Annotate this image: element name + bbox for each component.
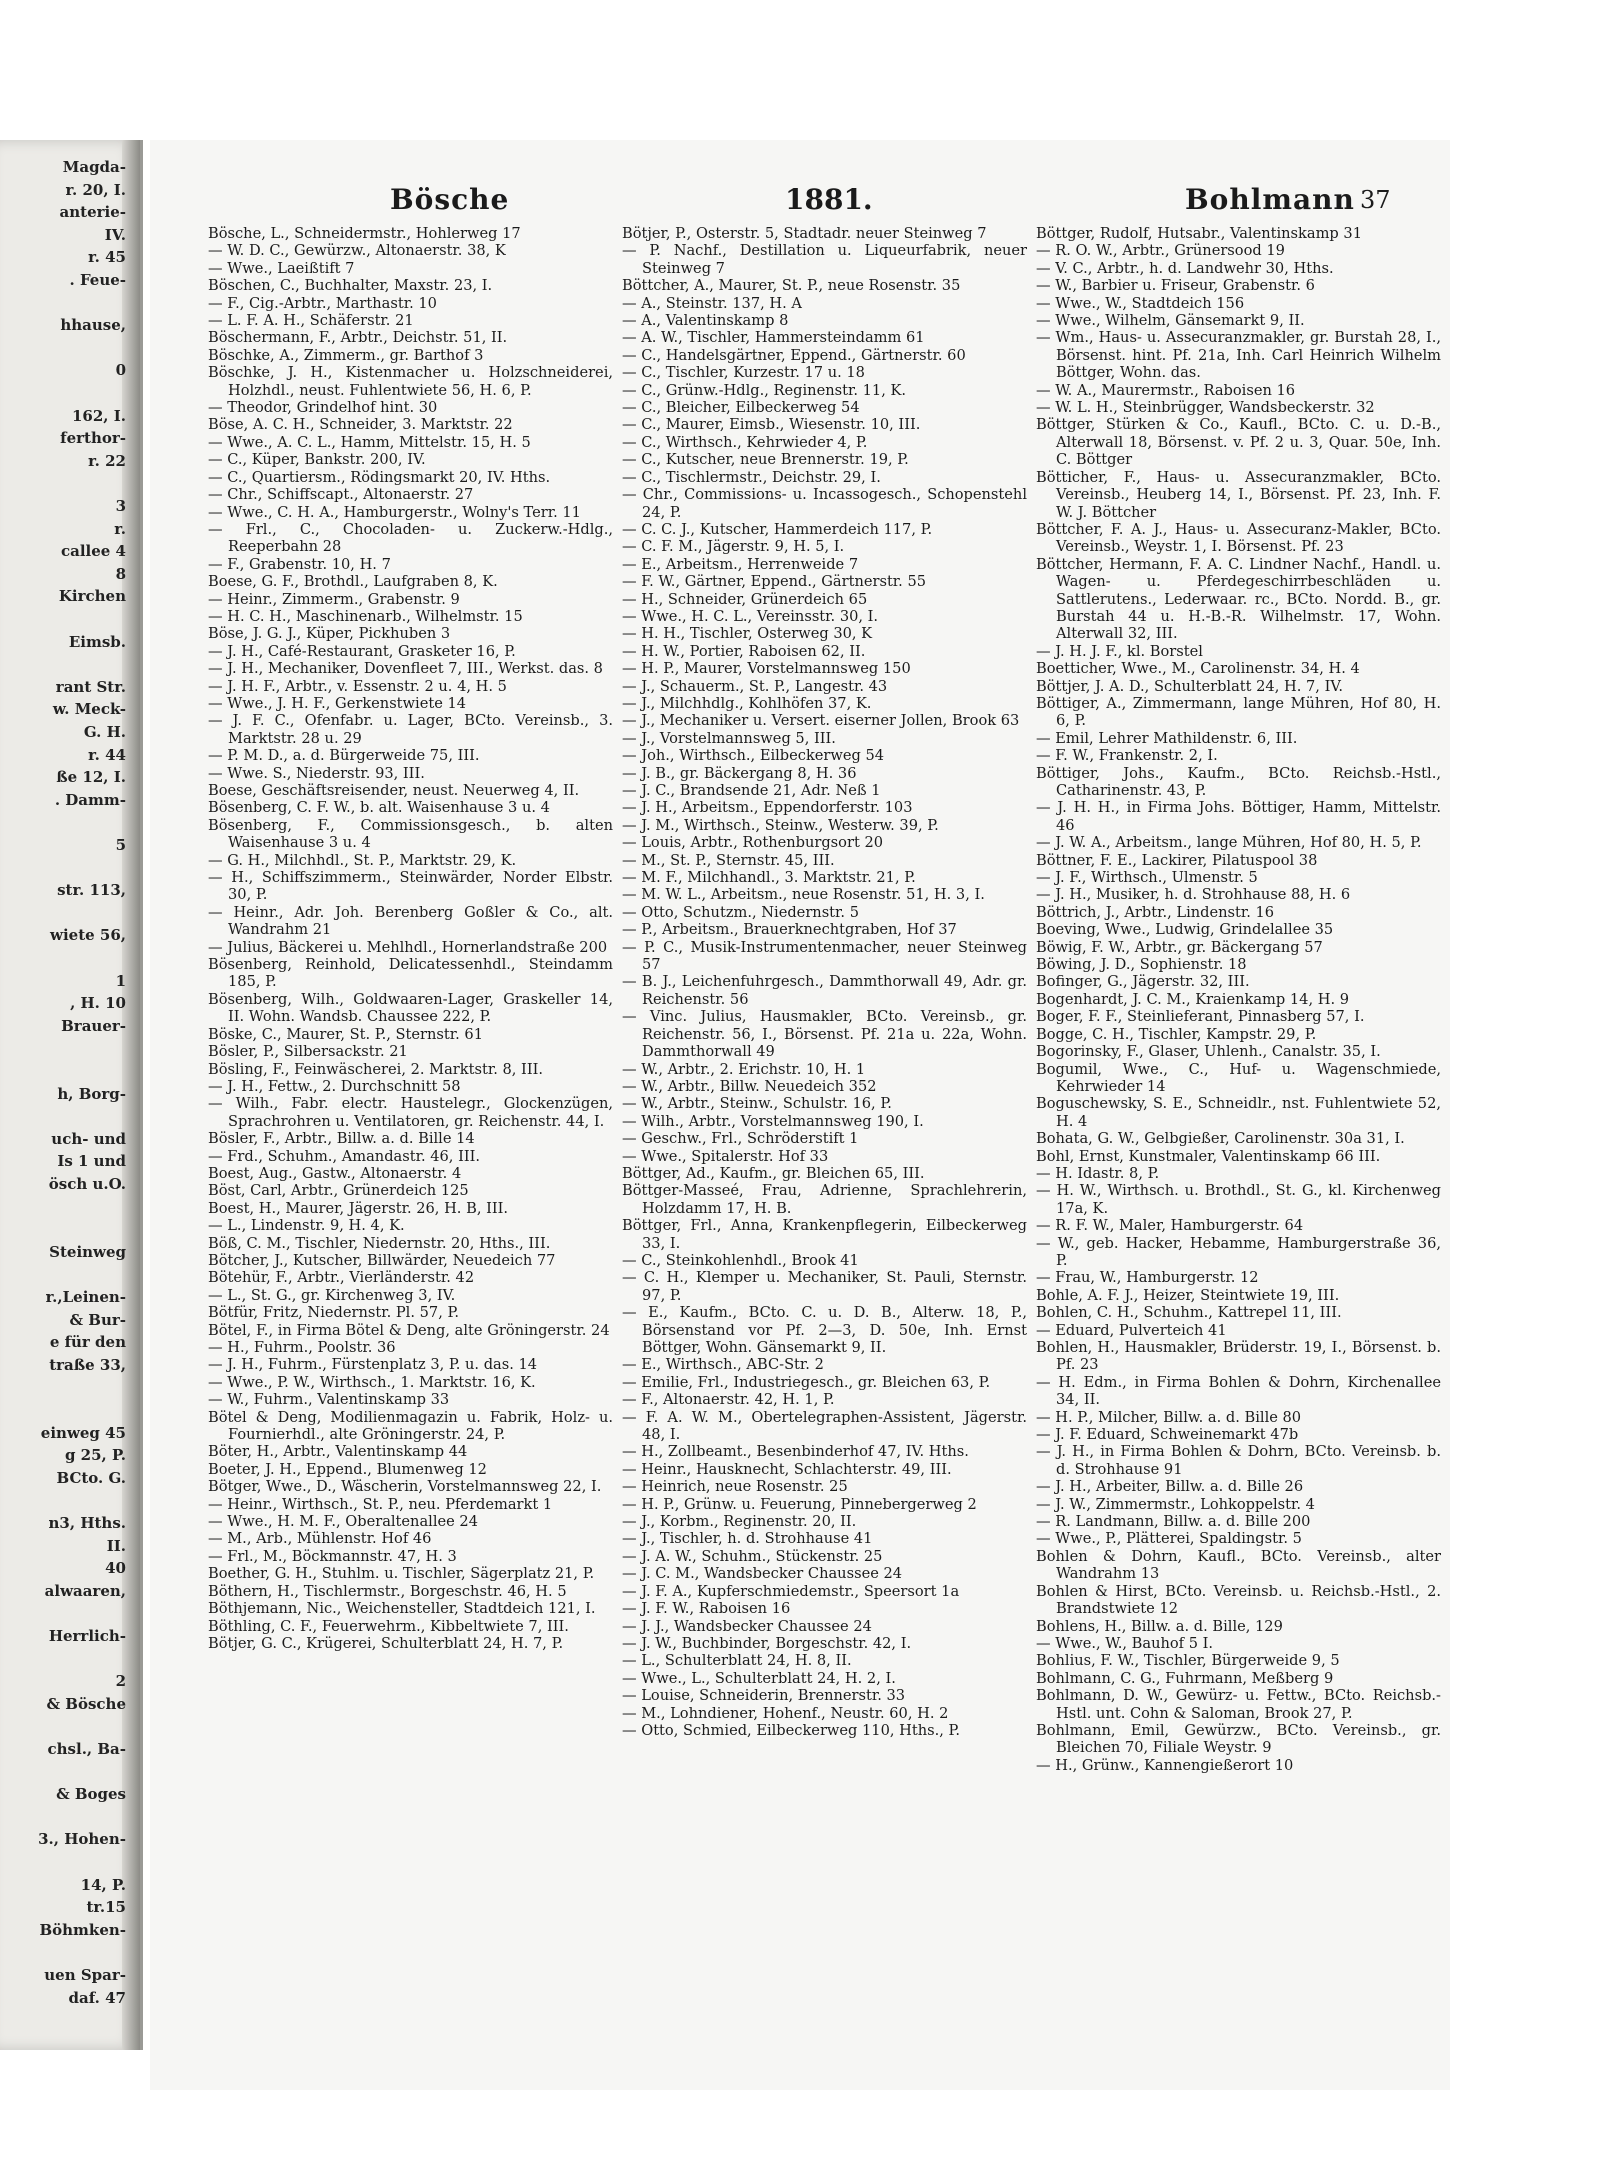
directory-entry: — Heinr., Adr. Joh. Berenberg Goßler & Co., alt. Wandrahm 21 (208, 903, 613, 939)
directory-entry: Bohlmann, Emil, Gewürzw., BCto. Vereinsb., gr. Bleichen 70, Filiale Weystr. 9 (1036, 1721, 1441, 1757)
directory-entry: — M. W. L., Arbeitsm., neue Rosenstr. 51, H. 3, I. (622, 886, 985, 904)
directory-entry: — C., Tischler, Kurzestr. 17 u. 18 (622, 364, 865, 382)
directory-entry: — H., Schneider, Grünerdeich 65 (622, 590, 868, 608)
directory-entry: — J., Schauerm., St. P., Langestr. 43 (622, 677, 888, 695)
directory-entry: — H., Grünw., Kannengießerort 10 (1036, 1756, 1294, 1774)
directory-entry: — C. F. M., Jägerstr. 9, H. 5, I. (622, 538, 845, 556)
directory-entry: — Louise, Schneiderin, Brennerstr. 33 (622, 1687, 906, 1705)
directory-entry: — C., Wirthsch., Kehrwieder 4, P. (622, 433, 868, 451)
header-year: 1881. (785, 183, 873, 216)
directory-entry: — Wwe., Wilhelm, Gänsemarkt 9, II. (1036, 312, 1305, 330)
directory-entry: — Geschw., Frl., Schröderstift 1 (622, 1130, 859, 1148)
directory-entry: Bohlen & Dohrn, Kaufl., BCto. Vereinsb., alter Wandrahm 13 (1036, 1547, 1441, 1583)
directory-entry: — Chr., Schiffscapt., Altonaerstr. 27 (208, 486, 474, 504)
directory-entry: — A., Steinstr. 137, H. A (622, 294, 802, 312)
directory-entry: — H. H., Tischler, Osterweg 30, K (622, 625, 873, 643)
directory-entry: — J., Tischler, h. d. Strohhause 41 (622, 1530, 873, 1548)
directory-entry: — Frl., M., Böckmannstr. 47, H. 3 (208, 1547, 457, 1565)
directory-entry: Bösler, P., Silbersackstr. 21 (208, 1043, 408, 1061)
directory-entry: Böwing, J. D., Sophienstr. 18 (1036, 956, 1247, 974)
directory-entry: Bohlen & Hirst, BCto. Vereinsb. u. Reichsb.-Hstl., 2. Brandstwiete 12 (1036, 1582, 1441, 1618)
directory-entry: — J. A. W., Schuhm., Stückenstr. 25 (622, 1547, 883, 1565)
directory-entry: Böske, C., Maurer, St. P., Sternstr. 61 (208, 1025, 483, 1043)
directory-entry: Bohata, G. W., Gelbgießer, Carolinenstr. 30a 31, I. (1036, 1130, 1405, 1148)
header-left-keyword: Bösche (390, 183, 510, 216)
directory-entry: Bohlens, H., Billw. a. d. Bille, 129 (1036, 1617, 1283, 1635)
directory-entry: — J. C. M., Wandsbecker Chaussee 24 (622, 1565, 903, 1583)
directory-entry: — J., Milchhdlg., Kohlhöfen 37, K. (622, 694, 872, 712)
directory-entry: — H., Fuhrm., Poolstr. 36 (208, 1339, 396, 1356)
directory-entry: Böse, J. G. J., Küper, Pickhuben 3 (208, 625, 451, 643)
previous-page-fragment: einweg 45 (40, 1423, 126, 1442)
directory-entry: — Heinrich, neue Rosenstr. 25 (622, 1478, 848, 1496)
directory-entry: Böwig, F. W., Arbtr., gr. Bäckergang 57 (1036, 938, 1323, 956)
directory-entry: Böthling, C. F., Feuerwehrm., Kibbeltwiete 7, III. (208, 1617, 569, 1635)
directory-entry: Böttcher, F. A. J., Haus- u. Assecuranz-Makler, BCto. Vereinsb., Weystr. 1, I. Börsenst. Pf. 23 (1036, 520, 1441, 556)
previous-page-fragment: Böhmken- (39, 1920, 126, 1939)
directory-entry: — E., Wirthsch., ABC-Str. 2 (622, 1356, 824, 1374)
directory-entry: — Wwe., P., Plätterei, Spaldingstr. 5 (1036, 1530, 1302, 1548)
directory-entry: Bohlmann, C. G., Fuhrmann, Meßberg 9 (1036, 1669, 1334, 1687)
directory-entry: — H. P., Maurer, Vorstelmannsweg 150 (622, 660, 911, 678)
directory-entry: Bösche, L., Schneidermstr., Hohlerweg 17 (208, 225, 521, 242)
directory-entry: Böttjer, J. A. D., Schulterblatt 24, H. 7, IV. (1036, 677, 1343, 695)
directory-entry: — P. Nachf., Destillation u. Liqueurfabrik, neuer Steinweg 7 (622, 242, 1027, 277)
directory-entry: Böttner, F. E., Lackirer, Pilatuspool 38 (1036, 851, 1318, 869)
directory-entry: Böschen, C., Buchhalter, Maxstr. 23, I. (208, 277, 493, 295)
directory-entry: Boetticher, Wwe., M., Carolinenstr. 34, H. 4 (1036, 660, 1360, 678)
previous-page-fragment: e für den (49, 1333, 126, 1352)
previous-page-fragment: r. 44 (88, 745, 126, 764)
directory-entry: — L., Lindenstr. 9, H. 4, K. (208, 1217, 405, 1235)
directory-entry: Bohle, A. F. J., Heizer, Steintwiete 19, III. (1036, 1286, 1340, 1304)
previous-page-fragment: r. 22 (88, 451, 126, 470)
directory-entry: — W. D. C., Gewürzw., Altonaerstr. 38, K (208, 242, 506, 260)
directory-entry: Böse, A. C. H., Schneider, 3. Marktstr. 22 (208, 416, 513, 434)
directory-entry: — Frl., C., Chocoladen- u. Zuckerw.-Hdlg., Reeperbahn 28 (208, 520, 613, 556)
directory-entry: — C., Maurer, Eimsb., Wiesenstr. 10, III. (622, 416, 921, 434)
directory-entry: — H. C. H., Maschinenarb., Wilhelmstr. 15 (208, 607, 523, 625)
page-header (170, 180, 1440, 222)
directory-entry: — H. Idastr. 8, P. (1036, 1164, 1160, 1182)
directory-entry: Bösling, F., Feinwäscherei, 2. Marktstr. 8, III. (208, 1060, 543, 1078)
previous-page-fragment: & Bur- (69, 1310, 126, 1329)
directory-entry: — J. W., Zimmermstr., Lohkoppelstr. 4 (1036, 1495, 1315, 1513)
previous-page-fragment: h, Borg- (57, 1084, 126, 1103)
previous-page-fragment: alwaaren, (44, 1581, 126, 1600)
directory-entry: Böthjemann, Nic., Weichensteller, Stadtdeich 121, I. (208, 1600, 596, 1618)
directory-entry: — J. W., Buchbinder, Borgeschstr. 42, I. (622, 1634, 912, 1652)
directory-entry: — J. H. J. F., kl. Borstel (1036, 642, 1203, 660)
directory-entry: — F., Altonaerstr. 42, H. 1, P. (622, 1391, 835, 1409)
directory-entry: Bohlmann, D. W., Gewürz- u. Fettw., BCto. Reichsb.-Hstl. unt. Cohn & Saloman, Brook 27, P. (1036, 1687, 1441, 1722)
directory-entry: — Wwe., H. C. L., Vereinsstr. 30, I. (622, 607, 879, 625)
previous-page-fragment: Steinweg (49, 1242, 126, 1261)
directory-entry: — J. H., Musiker, h. d. Strohhause 88, H. 6 (1036, 886, 1351, 904)
directory-entry: — J. H., Arbeiter, Billw. a. d. Bille 26 (1036, 1478, 1304, 1496)
directory-entry: — C. C. J., Kutscher, Hammerdeich 117, P. (622, 520, 933, 538)
directory-entry: — J. M., Wirthsch., Steinw., Westerw. 39, P. (622, 816, 939, 834)
previous-page-fragment: r.,Leinen- (45, 1288, 126, 1306)
directory-entry: — Emilie, Frl., Industriegesch., gr. Bleichen 63, P. (622, 1373, 991, 1391)
directory-entry: Boest, Aug., Gastw., Altonaerstr. 4 (208, 1164, 462, 1182)
directory-entry: Böschermann, F., Arbtr., Deichstr. 51, II. (208, 329, 508, 347)
directory-entry: — E., Arbeitsm., Herrenweide 7 (622, 555, 859, 573)
previous-page-fragment: traße 33, (49, 1355, 126, 1374)
directory-entry: — J. F. Eduard, Schweinemarkt 47b (1036, 1426, 1299, 1444)
directory-entry: Bogenhardt, J. C. M., Kraienkamp 14, H. 9 (1036, 990, 1350, 1008)
directory-entry: Boether, G. H., Stuhlm. u. Tischler, Sägerplatz 21, P. (208, 1565, 595, 1583)
directory-entry: — Wwe., W., Stadtdeich 156 (1036, 294, 1245, 312)
directory-entry: — Julius, Bäckerei u. Mehlhdl., Hornerlandstraße 200 (208, 938, 608, 956)
directory-entry: — J. H., Fettw., 2. Durchschnitt 58 (208, 1077, 461, 1095)
directory-entry: — J. H., Arbeitsm., Eppendorferstr. 103 (622, 799, 913, 817)
directory-entry: — J. W. A., Arbeitsm., lange Mühren, Hof 80, H. 5, P. (1036, 834, 1422, 852)
directory-entry: Böttger, Frl., Anna, Krankenpflegerin, Eilbeckerweg 33, I. (622, 1217, 1027, 1252)
directory-entry: Boest, H., Maurer, Jägerstr. 26, H. B, III. (208, 1199, 509, 1217)
directory-entry: Böschke, A., Zimmerm., gr. Barthof 3 (208, 346, 484, 364)
directory-entry: — M., Arb., Mühlenstr. Hof 46 (208, 1530, 432, 1548)
directory-column-3 (1036, 225, 1441, 1774)
directory-entry: Böttger, Ad., Kaufm., gr. Bleichen 65, III. (622, 1164, 925, 1182)
directory-entry: — J. F. C., Ofenfabr. u. Lager, BCto. Vereinsb., 3. Marktstr. 28 u. 29 (208, 712, 613, 747)
directory-entry: — J. C., Brandsende 21, Adr. Neß 1 (622, 782, 881, 799)
directory-entry: — W. L. H., Steinbrügger, Wandsbeckerstr. 32 (1036, 399, 1375, 417)
directory-entry: — H. Edm., in Firma Bohlen & Dohrn, Kirchenallee 34, II. (1036, 1373, 1441, 1409)
directory-entry: — Vinc. Julius, Hausmakler, BCto. Vereinsb., gr. Reichenstr. 56, I., Börsenst. Pf. 21a u. 22a, Wohn. Dammthorwall 49 (622, 1008, 1027, 1061)
directory-entry: — M. F., Milchhandl., 3. Marktstr. 21, P. (622, 869, 916, 887)
directory-entry: — W., geb. Hacker, Hebamme, Hamburgerstraße 36, P. (1036, 1234, 1441, 1269)
directory-entry: Böttger, Rudolf, Hutsabr., Valentinskamp 31 (1036, 225, 1362, 242)
directory-entry: — C., Bleicher, Eilbeckerweg 54 (622, 399, 860, 417)
directory-entry: Böttger, Stürken & Co., Kaufl., BCto. C. u. D.-B., Alterwall 18, Börsenst. v. Pf. 2 u. 3, Quar. 50e, Inh. C. Böttger (1036, 416, 1441, 469)
directory-entry: Bötfür, Fritz, Niedernstr. Pl. 57, P. (208, 1304, 459, 1322)
directory-entry: — A., Valentinskamp 8 (622, 312, 789, 330)
directory-entry: Böttger-Masseé, Frau, Adrienne, Sprachlehrerin, Holzdamm 17, H. B. (622, 1182, 1027, 1217)
directory-entry: — Wwe., W., Bauhof 5 I. (1036, 1634, 1214, 1652)
directory-entry: — Wwe., L., Schulterblatt 24, H. 2, I. (622, 1669, 896, 1687)
directory-entry: — Wilh., Arbtr., Vorstelmannsweg 190, I. (622, 1112, 924, 1130)
previous-page-fragment: IV. (104, 225, 126, 244)
directory-entry: — F. W., Frankenstr. 2, I. (1036, 747, 1218, 765)
directory-entry: — P. M. D., a. d. Bürgerweide 75, III. (208, 747, 480, 765)
directory-entry: — J. H., in Firma Bohlen & Dohrn, BCto. Vereinsb. b. d. Strohhause 91 (1036, 1443, 1441, 1478)
directory-entry: — Heinr., Zimmerm., Grabenstr. 9 (208, 590, 460, 608)
previous-page-fragment: uch- und (51, 1129, 126, 1148)
directory-entry: — R. O. W., Arbtr., Grünersood 19 (1036, 242, 1285, 260)
directory-entry: — Wwe., C. H. A., Hamburgerstr., Wolny's Terr. 11 (208, 503, 581, 521)
directory-entry: — B. J., Leichenfuhrgesch., Dammthorwall 49, Adr. gr. Reichenstr. 56 (622, 973, 1027, 1008)
directory-entry: — J. J., Wandsbecker Chaussee 24 (622, 1617, 872, 1635)
previous-page-fragment: 3 (115, 497, 126, 515)
previous-page-fragment: Eimsb. (68, 632, 126, 651)
directory-entry: — R. Landmann, Billw. a. d. Bille 200 (1036, 1513, 1311, 1531)
directory-entry: — W., Arbtr., 2. Erichstr. 10, H. 1 (622, 1060, 866, 1078)
directory-entry: — H. P., Grünw. u. Feuerung, Pinnebergerweg 2 (622, 1495, 977, 1513)
directory-entry: — Wilh., Fabr. electr. Haustelegr., Glockenzügen, Sprachrohren u. Ventilatoren, gr. Reichenstr. 44, I. (208, 1095, 613, 1130)
header-right-keyword: Bohlmann (1185, 183, 1355, 216)
directory-entry: — J., Vorstelmannsweg 5, III. (622, 729, 836, 747)
directory-entry: — C., Kutscher, neue Brennerstr. 19, P. (622, 451, 909, 469)
directory-entry: — J. H., Fuhrm., Fürstenplatz 3, P. u. das. 14 (208, 1356, 538, 1374)
directory-entry: Bösenberg, F., Commissionsgesch., b. alten Waisenhause 3 u. 4 (208, 816, 613, 852)
directory-entry: Boguschewsky, S. E., Schneidlr., nst. Fuhlentwiete 52, H. 4 (1036, 1095, 1441, 1130)
previous-page-fragment: Magda- (62, 158, 126, 176)
directory-entry: Bohlius, F. W., Tischler, Bürgerweide 9, 5 (1036, 1652, 1340, 1670)
directory-entry: — J. H. H., in Firma Johs. Böttiger, Hamm, Mittelstr. 46 (1036, 799, 1441, 834)
previous-page-fragment: II. (106, 1536, 126, 1555)
directory-entry: — F. W., Gärtner, Eppend., Gärtnerstr. 55 (622, 573, 927, 591)
previous-page-fragment: ösch u.O. (48, 1175, 126, 1193)
directory-entry: — J. F., Wirthsch., Ulmenstr. 5 (1036, 869, 1258, 887)
previous-page-fragment: & Boges (56, 1785, 126, 1804)
previous-page-fragment: n3, Hths. (48, 1514, 126, 1532)
previous-page-fragment: 0 (115, 361, 126, 380)
directory-entry: — C., Steinkohlenhdl., Brook 41 (622, 1251, 859, 1269)
directory-entry: — Joh., Wirthsch., Eilbeckerweg 54 (622, 747, 885, 765)
directory-entry: — Heinr., Wirthsch., St. P., neu. Pferdemarkt 1 (208, 1495, 553, 1513)
previous-page-fragment: ße 12, I. (56, 768, 126, 787)
directory-entry: — W., Arbtr., Billw. Neuedeich 352 (622, 1077, 877, 1095)
directory-entry: Böß, C. M., Tischler, Niedernstr. 20, Hths., III. (208, 1234, 551, 1252)
directory-entry: — W., Arbtr., Steinw., Schulstr. 16, P. (622, 1095, 892, 1113)
directory-entry: — C., Grünw.-Hdlg., Reginenstr. 11, K. (622, 381, 907, 399)
previous-page-fragment: w. Meck- (52, 700, 126, 719)
directory-entry: — R. F. W., Maler, Hamburgerstr. 64 (1036, 1217, 1304, 1235)
directory-entry: — F., Cig.-Arbtr., Marthastr. 10 (208, 294, 437, 312)
page-number: 37 (1360, 186, 1391, 214)
previous-page-fragment: 1 (115, 971, 126, 990)
directory-entry: Bötjer, G. C., Krügerei, Schulterblatt 24, H. 7, P. (208, 1634, 564, 1652)
directory-entry: Böttrich, J., Arbtr., Lindenstr. 16 (1036, 903, 1275, 921)
directory-entry: — C., Handelsgärtner, Eppend., Gärtnerstr. 60 (622, 346, 966, 364)
previous-page-fragment: uen Spar- (44, 1966, 126, 1984)
directory-entry: — G. H., Milchhdl., St. P., Marktstr. 29, K. (208, 851, 517, 869)
directory-entry: Böttiger, Johs., Kaufm., BCto. Reichsb.-Hstl., Catharinenstr. 43, P. (1036, 764, 1441, 799)
directory-entry: — J. B., gr. Bäckergang 8, H. 36 (622, 764, 857, 782)
previous-page-fragment: 5 (115, 836, 126, 854)
directory-entry: Bogorinsky, F., Glaser, Uhlenh., Canalstr. 35, I. (1036, 1043, 1381, 1061)
directory-entry: — C. H., Klemper u. Mechaniker, St. Pauli, Sternstr. 97, P. (622, 1269, 1027, 1304)
directory-entry: — Theodor, Grindelhof hint. 30 (208, 399, 438, 417)
previous-page-fragment: 162, I. (72, 406, 126, 425)
directory-entry: — H. P., Milcher, Billw. a. d. Bille 80 (1036, 1408, 1302, 1426)
directory-entry: — J. F. A., Kupferschmiedemstr., Speersort 1a (622, 1582, 960, 1600)
directory-entry: — C., Küper, Bankstr. 200, IV. (208, 451, 426, 469)
directory-entry: Böttcher, Hermann, F. A. C. Lindner Nachf., Handl. u. Wagen- u. Pferdegeschirrbeschläden u. Sattlerutens., Lederwaar. rc., BCto. Nordd. B., gr. Burstah 44 u. H.-B.-R. Wilhelmstr. 17, Wohn. Alterwall 32, III. (1036, 555, 1441, 643)
directory-entry: Bötticher, F., Haus- u. Assecuranzmakler, BCto. Vereinsb., Heuberg 14, I., Börsenst. Pf. 23, Inh. F. W. J. Böttcher (1036, 468, 1441, 521)
directory-entry: — C., Quartiersm., Rödingsmarkt 20, IV. Hths. (208, 468, 551, 486)
previous-page-fragment: 8 (115, 564, 126, 583)
previous-page-fragment: G. H. (83, 723, 126, 741)
previous-page-fragment: . Damm- (54, 790, 126, 809)
directory-entry: Boese, Geschäftsreisender, neust. Neuerweg 4, II. (208, 782, 580, 799)
previous-page-fragment: BCto. G. (56, 1468, 126, 1487)
directory-entry: — Wwe. S., Niederstr. 93, III. (208, 764, 425, 782)
directory-entry: Böter, H., Arbtr., Valentinskamp 44 (208, 1443, 468, 1461)
directory-entry: Bösenberg, C. F. W., b. alt. Waisenhause 3 u. 4 (208, 799, 550, 817)
previous-page-fragment: , H. 10 (70, 994, 126, 1013)
directory-entry: Bohlen, H., Hausmakler, Brüderstr. 19, I., Börsenst. b. Pf. 23 (1036, 1339, 1441, 1374)
directory-entry: — Frd., Schuhm., Amandastr. 46, III. (208, 1147, 481, 1165)
previous-page-fragment: Is 1 und (57, 1152, 126, 1171)
previous-page-fragment: g 25, P. (64, 1446, 126, 1465)
directory-page (170, 150, 1440, 2050)
directory-entry: — F. A. W. M., Obertelegraphen-Assistent, Jägerstr. 48, I. (622, 1408, 1027, 1444)
directory-entry: Bötcher, J., Kutscher, Billwärder, Neuedeich 77 (208, 1251, 556, 1269)
previous-page-fragment: tr.15 (86, 1898, 126, 1917)
directory-entry: — L. F. A. H., Schäferstr. 21 (208, 312, 414, 330)
directory-entry: — Otto, Schutzm., Niedernstr. 5 (622, 903, 859, 921)
directory-entry: — J. H. F., Arbtr., v. Essenstr. 2 u. 4, H. 5 (208, 677, 507, 695)
directory-column-2 (622, 225, 1027, 1739)
previous-page-fragment: r. 20, I. (65, 180, 126, 199)
directory-entry: — H. W., Portier, Raboisen 62, II. (622, 642, 866, 660)
previous-page-fragment: rant Str. (55, 677, 126, 696)
directory-entry: — Wwe., H. M. F., Oberaltenallee 24 (208, 1513, 478, 1531)
previous-page-fragment: & Bösche (46, 1694, 126, 1713)
directory-entry: Böttiger, A., Zimmermann, lange Mühren, Hof 80, H. 6, P. (1036, 694, 1441, 730)
directory-entry: — H. W., Wirthsch. u. Brothdl., St. G., kl. Kirchenweg 17a, K. (1036, 1182, 1441, 1217)
directory-entry: — H., Zollbeamt., Besenbinderhof 47, IV. Hths. (622, 1443, 969, 1461)
directory-entry: — Wwe., Laeißtift 7 (208, 259, 355, 277)
directory-entry: — Wwe., Spitalerstr. Hof 33 (622, 1147, 829, 1165)
directory-entry: — Wwe., J. H. F., Gerkenstwiete 14 (208, 694, 467, 712)
directory-entry: Böttcher, A., Maurer, St. P., neue Rosenstr. 35 (622, 277, 961, 295)
directory-entry: — P. C., Musik-Instrumentenmacher, neuer Steinweg 57 (622, 938, 1027, 974)
directory-column-1 (208, 225, 613, 1652)
directory-entry: — M., Lohndiener, Hohenf., Neustr. 60, H. 2 (622, 1704, 949, 1722)
directory-entry: — W., Fuhrm., Valentinskamp 33 (208, 1391, 450, 1409)
directory-entry: — J., Mechaniker u. Versert. eiserner Jollen, Brook 63 (622, 712, 1020, 730)
directory-entry: — Louis, Arbtr., Rothenburgsort 20 (622, 834, 884, 852)
directory-entry: — Wwe., A. C. L., Hamm, Mittelstr. 15, H. 5 (208, 433, 531, 451)
previous-page-fragment: 3., Hohen- (38, 1830, 126, 1849)
previous-page-fragment: Kirchen (58, 587, 126, 606)
previous-page-fragment: callee 4 (61, 542, 126, 561)
directory-entry: Boeter, J. H., Eppend., Blumenweg 12 (208, 1460, 487, 1478)
directory-entry: — Eduard, Pulverteich 41 (1036, 1321, 1227, 1339)
directory-entry: Bötel, F., in Firma Bötel & Deng, alte Gröningerstr. 24 (208, 1321, 610, 1339)
previous-page-fragment: . Feue- (69, 271, 126, 289)
directory-entry: Bösenberg, Wilh., Goldwaaren-Lager, Graskeller 14, II. Wohn. Wandsb. Chaussee 222, P. (208, 990, 613, 1026)
previous-page-fragment: Herrlich- (48, 1627, 126, 1645)
directory-entry: Bofinger, G., Jägerstr. 32, III. (1036, 973, 1250, 991)
directory-entry: Bohlen, C. H., Schuhm., Kattrepel 11, III. (1036, 1304, 1342, 1322)
directory-entry: — Frau, W., Hamburgerstr. 12 (1036, 1269, 1259, 1287)
directory-entry: — Chr., Commissions- u. Incassogesch., Schopenstehl 24, P. (622, 486, 1027, 521)
directory-entry: — J., Korbm., Reginenstr. 20, II. (622, 1513, 857, 1531)
directory-entry: Boeving, Wwe., Ludwig, Grindelallee 35 (1036, 921, 1334, 939)
directory-entry: Böschke, J. H., Kistenmacher u. Holzschneiderei, Holzhdl., neust. Fuhlentwiete 56, H. 6, P. (208, 364, 613, 399)
directory-entry: — L., St. G., gr. Kirchenweg 3, IV. (208, 1286, 456, 1304)
directory-entry: Bohl, Ernst, Kunstmaler, Valentinskamp 66 III. (1036, 1147, 1381, 1165)
directory-entry: — H., Schiffszimmerm., Steinwärder, Norder Elbstr. 30, P. (208, 869, 613, 904)
previous-page-fragment: wiete 56, (50, 926, 126, 945)
directory-entry: — V. C., Arbtr., h. d. Landwehr 30, Hths. (1036, 259, 1334, 277)
previous-page-fragment: anterie- (59, 203, 126, 222)
directory-entry: — P., Arbeitsm., Brauerknechtgraben, Hof 37 (622, 921, 957, 939)
directory-entry: Bötjer, P., Osterstr. 5, Stadtadr. neuer Steinweg 7 (622, 225, 987, 242)
directory-entry: — W., Barbier u. Friseur, Grabenstr. 6 (1036, 277, 1315, 295)
directory-entry: Bötel & Deng, Modilienmagazin u. Fabrik, Holz- u. Fournierhdl., alte Gröningerstr. 24, P. (208, 1408, 613, 1444)
directory-entry: — Wwe., P. W., Wirthsch., 1. Marktstr. 16, K. (208, 1373, 536, 1391)
directory-entry: — F., Grabenstr. 10, H. 7 (208, 555, 391, 573)
directory-entry: — E., Kaufm., BCto. C. u. D. B., Alterw. 18, P., Börsenstand vor Pf. 2—3, D. 50e, Inh. Ernst Böttger, Wohn. Gänsemarkt 9, II. (622, 1304, 1027, 1356)
previous-page-fragment: daf. 47 (68, 1988, 126, 2007)
directory-entry: Bogge, C. H., Tischler, Kampstr. 29, P. (1036, 1025, 1317, 1043)
previous-page-fragment: 40 (105, 1559, 126, 1578)
directory-entry: — J. H., Café-Restaurant, Grasketer 16, P. (208, 642, 516, 660)
directory-entry: Bösenberg, Reinhold, Delicatessenhdl., Steindamm 185, P. (208, 956, 613, 991)
previous-page-fragment: 14, P. (80, 1875, 126, 1894)
previous-page-fragment: str. 113, (57, 881, 126, 900)
directory-entry: Bötger, Wwe., D., Wäscherin, Vorstelmannsweg 22, I. (208, 1478, 602, 1496)
previous-page-fragment: r. (114, 519, 126, 538)
previous-page-fragment: chsl., Ba- (47, 1740, 126, 1758)
previous-page-fragment: ferthor- (60, 429, 126, 448)
directory-entry: Bogumil, Wwe., C., Huf- u. Wagenschmiede, Kehrwieder 14 (1036, 1060, 1441, 1095)
directory-entry: — M., St. P., Sternstr. 45, III. (622, 851, 835, 869)
directory-entry: — Heinr., Hausknecht, Schlachterstr. 49, III. (622, 1460, 952, 1478)
directory-entry: — J. H., Mechaniker, Dovenfleet 7, III., Werkst. das. 8 (208, 660, 603, 678)
directory-entry: Böst, Carl, Arbtr., Grünerdeich 125 (208, 1182, 469, 1200)
directory-entry: — A. W., Tischler, Hammersteindamm 61 (622, 329, 925, 347)
directory-entry: — Emil, Lehrer Mathildenstr. 6, III. (1036, 729, 1298, 747)
directory-entry: — L., Schulterblatt 24, H. 8, II. (622, 1652, 852, 1670)
directory-entry: — Wm., Haus- u. Assecuranzmakler, gr. Burstah 28, I., Börsenst. hint. Pf. 21a, Inh. Carl Heinrich Wilhelm Böttger, Wohn. das. (1036, 329, 1441, 382)
previous-page-fragment: Brauer- (61, 1016, 126, 1035)
previous-page-fragment: hhause, (60, 316, 126, 335)
directory-entry: Bötehür, F., Arbtr., Vierländerstr. 42 (208, 1269, 475, 1287)
directory-entry: — Otto, Schmied, Eilbeckerweg 110, Hths., P. (622, 1721, 961, 1739)
directory-entry: Bösler, F., Arbtr., Billw. a. d. Bille 14 (208, 1130, 475, 1148)
directory-entry: Boese, G. F., Brothdl., Laufgraben 8, K. (208, 573, 498, 591)
previous-page-edge (0, 140, 143, 2050)
previous-page-fragment: 2 (115, 1672, 126, 1691)
directory-entry: Boger, F. F., Steinlieferant, Pinnasberg 57, I. (1036, 1008, 1365, 1026)
directory-entry: — J. F. W., Raboisen 16 (622, 1600, 791, 1618)
directory-entry: — C., Tischlermstr., Deichstr. 29, I. (622, 468, 881, 486)
previous-page-fragment: r. 45 (88, 248, 126, 267)
directory-entry: — W. A., Maurermstr., Raboisen 16 (1036, 381, 1296, 399)
directory-entry: Böthern, H., Tischlermstr., Borgeschstr. 46, H. 5 (208, 1582, 567, 1600)
